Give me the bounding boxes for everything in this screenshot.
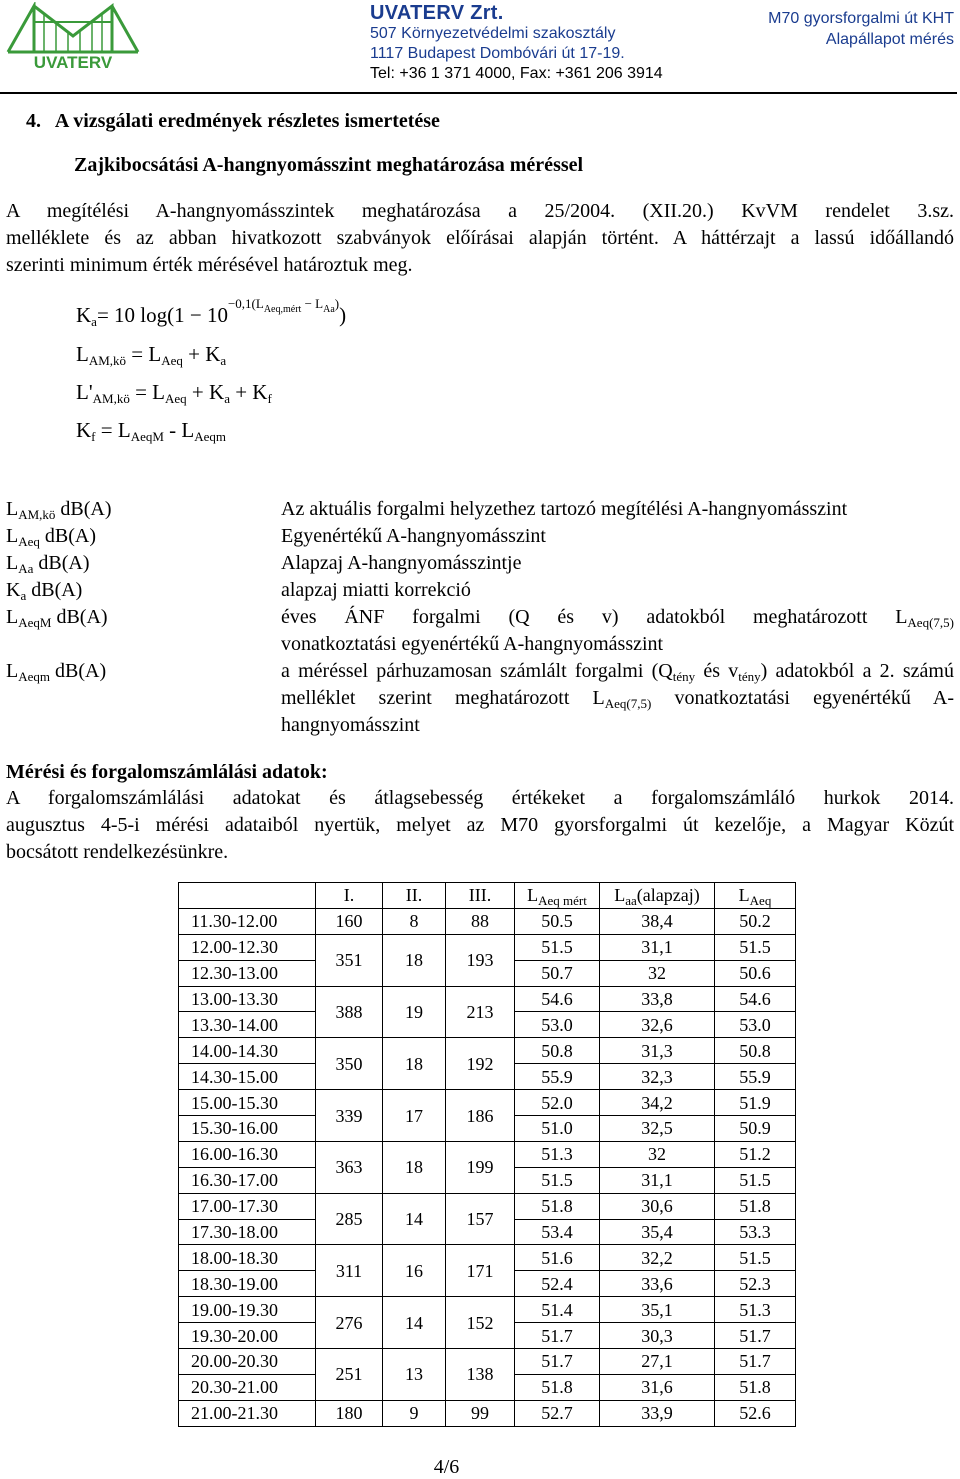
def-desc-laeq: Egyenértékű A-hangnyomásszint [281,525,546,547]
cell-laa: 32,5 [600,1116,715,1142]
cell-laa: 34,2 [600,1090,715,1116]
measurement-heading: Mérési és forgalomszámlálási adatok: [6,761,328,783]
cell-laa: 30,6 [600,1193,715,1219]
cell-laa: 30,3 [600,1323,715,1349]
cell-laa: 33,6 [600,1271,715,1297]
cell-laeq: 51.2 [715,1141,796,1167]
cell-count-i: 311 [316,1245,383,1297]
intro-line-3: szerinti minimum érték mérésével határoztuk meg. [6,254,413,276]
cell-time: 12.30-13.00 [179,960,316,986]
table-row [179,986,796,1012]
cell-laeq: 51.5 [715,1245,796,1271]
cell-laa: 32 [600,1141,715,1167]
cell-count-i: 350 [316,1038,383,1090]
cell-laa: 31,1 [600,1167,715,1193]
cell-time: 13.00-13.30 [179,986,316,1012]
def-label-lam: $L_{AM,kö}$ dB(A) [6,498,112,522]
table-header-i: I. [316,883,383,909]
cell-count-ii: 18 [383,1038,446,1090]
section-title: 4. A vizsgálati eredmények részletes ismertetése [26,110,440,132]
cell-laeq: 50.9 [715,1116,796,1142]
cell-count-iii: 193 [446,934,515,986]
cell-time: 15.00-15.30 [179,1090,316,1116]
cell-count-ii: 13 [383,1349,446,1401]
cell-time: 20.30-21.00 [179,1374,316,1400]
cell-count-i: 339 [316,1090,383,1142]
page-header [0,0,960,92]
formula-ka: $K_a= 10$ $\log(1 - 10^{-0,1(L_{Aeq,mért} - L_{Aa})})$ [76,296,347,329]
cell-count-ii: 14 [383,1193,446,1245]
uvaterv-logo [4,2,142,70]
cell-laeq: 51.8 [715,1193,796,1219]
cell-time: 11.30-12.00 [179,908,316,934]
cell-laeq-mert: 51.7 [515,1349,600,1375]
address: 1117 Budapest Dombóvári út 17-19. [370,45,625,62]
cell-laeq: 51.9 [715,1090,796,1116]
cell-laeq: 51.7 [715,1323,796,1349]
cell-laeq: 55.9 [715,1064,796,1090]
cell-laeq-mert: 50.7 [515,960,600,986]
cell-laa: 32,6 [600,1012,715,1038]
cell-count-iii: 186 [446,1090,515,1142]
def-desc-laeqm: a méréssel párhuzamosan számlált forgalmi ($Q_{tény}$ és $v_{tény}$) adatokból a 2. számú melléklet szerint meghatározott $L_{Aeq(7,5)}$ vonatkoztatási egyenértékű A-hangnyomásszint [281,660,954,736]
table-header-ii: II. [383,883,446,909]
cell-count-i: 351 [316,934,383,986]
cell-time: 19.30-20.00 [179,1323,316,1349]
cell-time: 18.00-18.30 [179,1245,316,1271]
header-divider [0,92,957,94]
cell-count-iii: 99 [446,1400,515,1426]
cell-laeq: 51.3 [715,1297,796,1323]
table-header-time [179,883,316,909]
intro-line-1: A megítélési A-hangnyomásszintek meghatározása a 25/2004. (XII.20.) KvVM rendelet 3.sz. [6,200,954,222]
cell-count-ii: 17 [383,1090,446,1142]
cell-laeq-mert: 51.6 [515,1245,600,1271]
def-desc-laa: Alapzaj A-hangnyomásszintje [281,552,522,574]
cell-laeq: 53.0 [715,1012,796,1038]
company-name: UVATERV Zrt. [370,2,504,24]
cell-laeq-mert: 51.4 [515,1297,600,1323]
cell-count-i: 180 [316,1400,383,1426]
company-block [370,2,670,84]
phone: Tel: +36 1 371 4000, Fax: +361 206 3914 [370,65,663,82]
cell-laa: 32,3 [600,1064,715,1090]
cell-time: 15.30-16.00 [179,1116,316,1142]
cell-laeq-mert: 52.0 [515,1090,600,1116]
table-row [179,1400,796,1426]
cell-laeq-mert: 52.4 [515,1271,600,1297]
cell-laeq-mert: 52.7 [515,1400,600,1426]
cell-time: 17.00-17.30 [179,1193,316,1219]
cell-laa: 35,1 [600,1297,715,1323]
cell-time: 21.00-21.30 [179,1400,316,1426]
cell-laa: 32 [600,960,715,986]
cell-time: 12.00-12.30 [179,934,316,960]
cell-laa: 33,8 [600,986,715,1012]
def-label-laeq: $L_{Aeq}$ dB(A) [6,525,96,549]
cell-laeq-mert: 50.5 [515,908,600,934]
def-desc-laeqM: éves ÁNF forgalmi (Q és v) adatokból meghatározott $L_{Aeq(7,5)}$ vonatkoztatási egyenértékű A-hangnyomásszint [281,606,954,655]
cell-laa: 35,4 [600,1219,715,1245]
table-header-laa: $L_{aa}(alapzaj)$ [600,883,715,909]
table-row [179,1245,796,1271]
intro-line-2: melléklete és az abban hivatkozott szabványok előírásai alapján történt. A háttérzajt a lassú időállandó [6,227,954,249]
cell-laeq-mert: 51.8 [515,1374,600,1400]
def-desc-ka: alapzaj miatti korrekció [281,579,471,601]
table-header-laeq: $L_{Aeq}$ [715,883,796,909]
def-label-laeqm: $L_{Aeqm}$ dB(A) [6,660,107,684]
cell-laa: 31,1 [600,934,715,960]
cell-count-iii: 157 [446,1193,515,1245]
cell-count-ii: 9 [383,1400,446,1426]
cell-laeq-mert: 53.0 [515,1012,600,1038]
cell-time: 18.30-19.00 [179,1271,316,1297]
table-row [179,934,796,960]
cell-laa: 31,3 [600,1038,715,1064]
formula-lam: $L_{AM,kö} = L_{Aeq} + K_a$ [76,342,227,368]
cell-laeq-mert: 51.3 [515,1141,600,1167]
cell-laeq-mert: 55.9 [515,1064,600,1090]
table-row [179,1141,796,1167]
cell-count-iii: 138 [446,1349,515,1401]
cell-laeq-mert: 51.8 [515,1193,600,1219]
def-label-laa: $L_{Aa}$ dB(A) [6,552,90,576]
department: 507 Környezetvédelmi szakosztály [370,25,616,42]
formula-kf: $K_f = L_{AeqM} - L_{Aeqm}$ [76,418,227,444]
table-header-laeq-mert: $L_{Aeq mért}$ [515,883,600,909]
cell-laa: 27,1 [600,1349,715,1375]
cell-laeq: 53.3 [715,1219,796,1245]
cell-count-i: 363 [316,1141,383,1193]
cell-time: 13.30-14.00 [179,1012,316,1038]
table-header-iii: III. [446,883,515,909]
cell-laeq-mert: 51.0 [515,1116,600,1142]
table-row [179,1090,796,1116]
cell-count-i: 285 [316,1193,383,1245]
cell-laeq: 51.5 [715,934,796,960]
cell-laeq: 51.8 [715,1374,796,1400]
project-subject: Alapállapot mérés [825,31,954,48]
cell-time: 19.00-19.30 [179,1297,316,1323]
cell-count-iii: 88 [446,908,515,934]
cell-count-iii: 152 [446,1297,515,1349]
table-row [179,1297,796,1323]
cell-time: 14.30-15.00 [179,1064,316,1090]
measurement-line-3: bocsátott rendelkezésünkre. [6,841,229,863]
table-row [179,1038,796,1064]
cell-laeq-mert: 54.6 [515,986,600,1012]
cell-time: 14.00-14.30 [179,1038,316,1064]
cell-laeq-mert: 51.5 [515,934,600,960]
cell-laeq-mert: 53.4 [515,1219,600,1245]
cell-count-i: 388 [316,986,383,1038]
measurement-line-1: A forgalomszámlálási adatokat és átlagsebesség értékeket a forgalomszámláló hurkok 2014. [6,787,954,809]
cell-count-i: 276 [316,1297,383,1349]
table-row [179,1193,796,1219]
cell-count-i: 251 [316,1349,383,1401]
cell-count-iii: 199 [446,1141,515,1193]
cell-laeq: 54.6 [715,986,796,1012]
cell-laeq: 51.5 [715,1167,796,1193]
cell-count-iii: 213 [446,986,515,1038]
cell-laeq: 52.3 [715,1271,796,1297]
cell-time: 16.00-16.30 [179,1141,316,1167]
cell-time: 16.30-17.00 [179,1167,316,1193]
cell-count-ii: 16 [383,1245,446,1297]
cell-laa: 31,6 [600,1374,715,1400]
page-number: 4/6 [433,1456,460,1478]
table-row [179,1349,796,1375]
table-header-row [179,883,796,909]
cell-count-iii: 171 [446,1245,515,1297]
cell-time: 17.30-18.00 [179,1219,316,1245]
project-name: M70 gyorsforgalmi út KHT [768,10,954,27]
cell-count-ii: 18 [383,1141,446,1193]
cell-laeq: 50.2 [715,908,796,934]
cell-laeq-mert: 51.5 [515,1167,600,1193]
def-label-laeqM: $L_{AeqM}$ dB(A) [6,606,108,630]
table-row [179,908,796,934]
cell-laeq-mert: 50.8 [515,1038,600,1064]
measurement-line-2: augusztus 4-5-i mérési adataiból nyertük, melyet az M70 gyorsforgalmi út kezelője, a Magyar Közút [6,814,954,836]
def-label-ka: $K_a$ dB(A) [6,579,83,603]
cell-count-ii: 18 [383,934,446,986]
cell-count-ii: 19 [383,986,446,1038]
cell-laeq: 50.8 [715,1038,796,1064]
traffic-noise-table [178,882,796,1427]
cell-count-iii: 192 [446,1038,515,1090]
cell-laeq-mert: 51.7 [515,1323,600,1349]
cell-laeq: 51.7 [715,1349,796,1375]
cell-laa: 32,2 [600,1245,715,1271]
cell-laa: 33,9 [600,1400,715,1426]
cell-laa: 38,4 [600,908,715,934]
cell-count-i: 160 [316,908,383,934]
def-desc-lam: Az aktuális forgalmi helyzethez tartozó megítélési A-hangnyomásszint [281,498,848,520]
cell-laeq: 52.6 [715,1400,796,1426]
cell-count-ii: 14 [383,1297,446,1349]
section-subtitle: Zajkibocsátási A-hangnyomásszint meghatározása méréssel [74,154,584,176]
cell-laeq: 50.6 [715,960,796,986]
logo-text: UVATERV [33,53,113,70]
formula-lam-prime: $L'_{AM,kö} = L_{Aeq} + K_a + K_f$ [76,380,272,406]
cell-time: 20.00-20.30 [179,1349,316,1375]
cell-count-ii: 8 [383,908,446,934]
project-block [768,8,954,50]
